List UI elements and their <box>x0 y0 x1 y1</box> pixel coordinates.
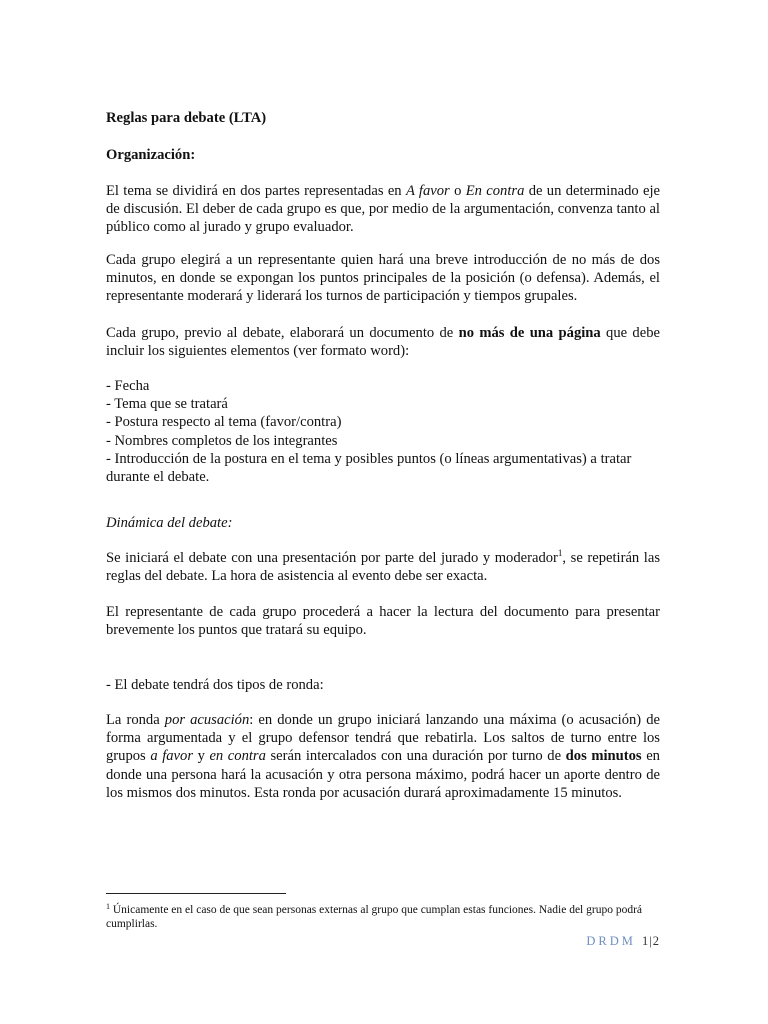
organization-heading: Organización: <box>106 147 196 163</box>
list-item: - Introducción de la postura en el tema y posibles puntos (o líneas argumentativas) a tratar durante el debate. <box>106 450 632 486</box>
footnote-divider <box>106 893 286 894</box>
text-run: que debe incluir los siguientes elementos (ver formato word): <box>106 325 660 360</box>
italic-text: por acusación <box>164 712 250 728</box>
page-number: 1|2 <box>641 934 660 948</box>
dynamics-heading: Dinámica del debate: <box>106 515 233 531</box>
bold-text: no más de una página <box>458 325 601 341</box>
text-run: : en donde un grupo iniciará lanzando una máxima (o acusación) de forma argumentada y el grupo defensor tendrá que rebatirla. Los saltos de turno entre los grupos <box>106 712 660 765</box>
footnote-number: 1 <box>106 902 110 911</box>
text-run: Se iniciará el debate con una presentación por parte del jurado y moderador <box>106 550 558 566</box>
italic-text: En contra <box>465 183 525 199</box>
paragraph-topic-division <box>106 182 660 237</box>
footnote-text: Únicamente en el caso de que sean personas externas al grupo que cumplan estas funciones. Nadie del grupo podrá cumplirlas. <box>106 904 643 931</box>
paragraph-round-types: - El debate tendrá dos tipos de ronda: <box>106 677 324 693</box>
paragraph-debate-start <box>106 549 660 585</box>
text-run: Cada grupo, previo al debate, elaborará un documento de <box>106 325 459 341</box>
footnote-reference[interactable]: 1 <box>557 548 563 558</box>
text-run: y <box>193 748 210 765</box>
list-item: - Nombres completos de los integrantes <box>106 432 338 449</box>
italic-text: A favor <box>405 183 450 199</box>
requirements-list <box>106 377 660 486</box>
text-run: serán intercalados con una duración por turno de <box>265 748 566 765</box>
text-run: en donde una persona hará la acusación y otra persona máximo, podrá hacer un aporte dentro de los mismos dos minutos. Esta ronda por acusación durará aproximadamente 15 minutos. <box>106 748 660 801</box>
text-run: , se repetirán las reglas del debate. La hora de asistencia al evento debe ser exacta. <box>106 550 660 585</box>
page-footer <box>560 934 660 949</box>
text-run: La ronda <box>106 712 165 728</box>
paragraph-accusation-round <box>106 711 660 802</box>
text-run: o <box>449 183 466 199</box>
footnote <box>106 903 662 932</box>
list-item: - Postura respecto al tema (favor/contra) <box>106 414 342 431</box>
text-run: El tema se dividirá en dos partes representadas en <box>106 183 406 199</box>
document-title: Reglas para debate (LTA) <box>106 110 267 126</box>
footer-brand: DRDM <box>586 934 636 948</box>
italic-text: en contra <box>209 748 266 765</box>
paragraph-representative: Cada grupo elegirá a un representante quien hará una breve introducción de no más de dos minutos, en donde se expongan los puntos principales de la posición (o defensa). Además, el representante moderará y liderará los turnos de participación y tiempos grupales. <box>106 252 660 305</box>
paragraph-document-requirements <box>106 324 660 360</box>
italic-text: a favor <box>150 748 193 765</box>
list-item: - Fecha <box>106 378 150 394</box>
bold-text: dos minutos <box>565 748 642 765</box>
paragraph-reading: El representante de cada grupo procederá a hacer la lectura del documento para presentar brevemente los puntos que tratará su equipo. <box>106 604 660 639</box>
text-run: de un determinado eje de discusión. El deber de cada grupo es que, por medio de la argumentación, convenza tanto al público como al jurado y grupo evaluador. <box>106 183 661 236</box>
list-item: - Tema que se tratará <box>106 396 228 413</box>
